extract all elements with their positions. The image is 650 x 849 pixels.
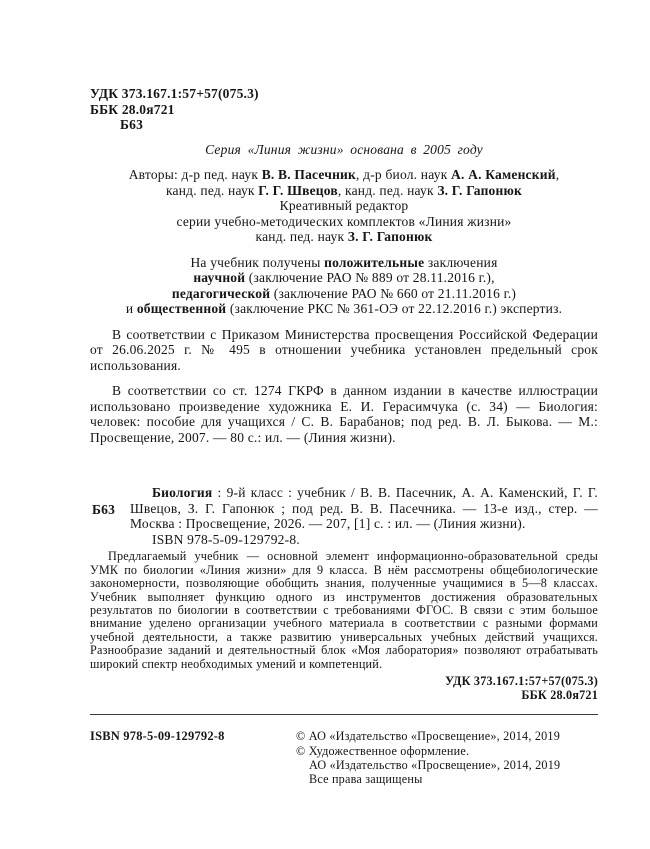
annotation-paragraph: Предлагаемый учебник — основной элемент информационно-образовательной среды УМК по биологии «Линия жизни» для 9 класса. В нём рассмотрены общебиологические закономерности, позволяющие обобщить знания, полученные учащимися в 5—8 классах. Учебник выполняет функцию одного из инструментов достижения образовательных результатов по биологии в соответствии с требованиями ФГОС. В связи с этим большое внимание уделено организации учебного материала в соответствии с разными формами учебной деятельности, а также развитию универсальных учебных действий учащихся. Разнообразие заданий и деятельностный блок «Моя лаборатория» позволяют отрабатывать широкий спектр необходимых умений и компетенций.	[90, 549, 598, 671]
author-name: А. А. Каменский	[451, 167, 556, 183]
copyright-line-2: © Художественное оформление.	[296, 743, 470, 758]
catalog-description	[130, 485, 598, 532]
udk-number: УДК 373.167.1:57+57(075.3)	[90, 86, 259, 101]
copyright-line-1: © АО «Издательство «Просвещение», 2014, 2019	[296, 729, 561, 744]
author-name: З. Г. Гапонюк	[437, 182, 522, 198]
author-name: Г. Г. Швецов	[258, 182, 338, 198]
expertise-line-1	[90, 255, 598, 271]
expertise-line-4	[90, 301, 598, 317]
copyright-block	[296, 729, 598, 787]
divider	[90, 714, 598, 715]
editor-text: канд. пед. наук	[255, 229, 348, 245]
expertise-line-3	[90, 286, 598, 302]
authors-text: , д-р биол. наук	[356, 167, 452, 183]
bbk-number-bottom: ББК 28.0я721	[521, 688, 598, 703]
expertise-text: и	[125, 301, 137, 317]
authors-line-1	[90, 167, 598, 183]
expertise-text: заключения	[424, 254, 498, 270]
authors-block	[90, 167, 598, 245]
classification-block	[90, 86, 598, 133]
catalog-title: Биология	[152, 485, 213, 501]
expertise-emphasis: педагогической	[171, 285, 271, 301]
expertise-text: На учебник получены	[190, 254, 325, 270]
editor-name: З. Г. Гапонюк	[347, 229, 433, 245]
bottom-classification-block	[90, 674, 598, 702]
expertise-text: (заключение РАО № 660 от 21.11.2016 г.)	[270, 285, 517, 301]
catalog-entry	[90, 485, 598, 547]
expertise-emphasis: положительные	[324, 254, 425, 270]
expertise-text: (заключение РКС № 361-ОЭ от 22.12.2016 г.) экспертиз.	[226, 301, 563, 317]
author-name: В. В. Пасечник	[261, 167, 357, 183]
copyright-line-3: АО «Издательство «Просвещение», 2014, 2019	[309, 758, 561, 773]
editor-name-line	[90, 229, 598, 245]
bbk-number: ББК 28.0я721	[90, 101, 175, 117]
expertise-emphasis: научной	[193, 270, 246, 286]
footer	[90, 729, 598, 787]
expertise-text: (заключение РАО № 889 от 28.11.2016 г.),	[245, 270, 495, 286]
expertise-emphasis: общественной	[136, 301, 227, 317]
authors-text: канд. пед. наук	[166, 182, 259, 198]
authors-line-2	[90, 183, 598, 199]
expertise-block	[90, 255, 598, 317]
series-note: Серия «Линия жизни» основана в 2005 году	[205, 141, 483, 157]
isbn-footer: ISBN 978-5-09-129792-8	[90, 729, 225, 744]
book-code: Б63	[120, 117, 144, 133]
book-code: Б63	[92, 502, 116, 518]
editor-role: Креативный редактор	[279, 198, 409, 214]
udk-number-bottom: УДК 373.167.1:57+57(075.3)	[445, 674, 598, 689]
authors-text: , канд. пед. наук	[337, 182, 438, 198]
isbn-line: ISBN 978-5-09-129792-8.	[152, 531, 300, 547]
illustration-credit-paragraph: В соответствии со ст. 1274 ГКРФ в данном издании в качестве иллюстрации использовано произведение художника Е. И. Герасимчука (с. 34) — Биология: человек: пособие для учащихся / С. В. Барабанов; под ред. В. Л. Быкова. — М.: Просвещение, 2007. — 80 с.: ил. — (Линия жизни).	[90, 383, 598, 445]
catalog-text: : 9-й класс : учебник / В. В. Пасечник, А. А. Каменский, Г. Г. Швецов, З. Г. Гапонюк ; под ред. В. В. Пасечника. — 13-е изд., стер. — Москва : Просвещение, 2026. — 207, [1] с. : ил. — (Линия жизни).	[130, 485, 598, 532]
authors-text: Авторы: д-р пед. наук	[128, 167, 262, 183]
editor-series: серии учебно-методических комплектов «Линия жизни»	[176, 213, 512, 229]
usage-term-paragraph: В соответствии с Приказом Министерства просвещения Российской Федерации от 26.06.2025 г. № 495 в отношении учебника установлен предельный срок использования.	[90, 326, 598, 373]
copyright-line-4: Все права защищены	[309, 772, 423, 787]
expertise-line-2	[90, 270, 598, 286]
authors-text: ,	[555, 167, 560, 183]
